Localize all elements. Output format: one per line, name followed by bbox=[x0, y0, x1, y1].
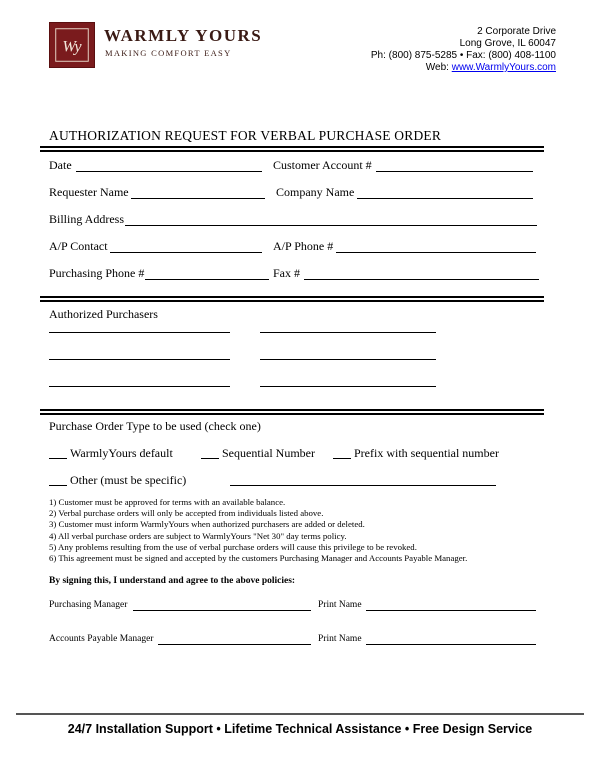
option-sequential-label: Sequential Number bbox=[222, 446, 315, 460]
brand-name: WARMLY YOURS bbox=[104, 26, 263, 45]
date-field[interactable] bbox=[76, 171, 262, 172]
logo-icon bbox=[50, 23, 94, 67]
customer-account-field[interactable] bbox=[376, 171, 533, 172]
requester-name-label: Requester Name bbox=[49, 185, 129, 199]
purchaser-field-3[interactable] bbox=[49, 359, 230, 360]
purchaser-field-6[interactable] bbox=[260, 386, 436, 387]
form-title: AUTHORIZATION REQUEST FOR VERBAL PURCHASE ORDER bbox=[49, 128, 442, 143]
purchaser-field-5[interactable] bbox=[49, 386, 230, 387]
purchaser-field-2[interactable] bbox=[260, 332, 436, 333]
ap-phone-field[interactable] bbox=[336, 252, 536, 253]
print-name-label-2: Print Name bbox=[318, 634, 362, 644]
purchasing-manager-label: Purchasing Manager bbox=[49, 600, 128, 610]
footer-divider bbox=[16, 713, 584, 715]
purchaser-field-1[interactable] bbox=[49, 332, 230, 333]
purchasing-phone-field[interactable] bbox=[145, 279, 269, 280]
checkbox-sequential[interactable] bbox=[201, 458, 219, 459]
title-divider bbox=[40, 146, 544, 152]
billing-address-field[interactable] bbox=[125, 225, 537, 226]
company-name-field[interactable] bbox=[357, 198, 533, 199]
address-city: Long Grove, IL 60047 bbox=[459, 38, 556, 49]
address-web bbox=[426, 62, 556, 73]
web-label: Web: bbox=[425, 62, 452, 73]
ap-contact-field[interactable] bbox=[110, 252, 262, 253]
authorized-purchasers-heading: Authorized Purchasers bbox=[49, 307, 158, 321]
accounts-payable-manager-label: Accounts Payable Manager bbox=[49, 634, 154, 644]
print-name-label-1: Print Name bbox=[318, 600, 362, 610]
agreement-statement: By signing this, I understand and agree to the above policies: bbox=[49, 576, 296, 586]
other-specify-field[interactable] bbox=[230, 485, 496, 486]
option-other-label: Other (must be specific) bbox=[70, 473, 187, 487]
policy-list bbox=[49, 497, 467, 564]
section-divider-purchasers bbox=[40, 296, 544, 302]
purchasing-manager-signature-field[interactable] bbox=[133, 610, 311, 611]
date-label: Date bbox=[49, 158, 72, 172]
ap-phone-label: A/P Phone # bbox=[273, 239, 334, 253]
purchasing-phone-label: Purchasing Phone # bbox=[49, 266, 145, 280]
fax-label: Fax # bbox=[273, 266, 300, 280]
print-name-field-2[interactable] bbox=[366, 644, 536, 645]
web-link[interactable]: www.WarmlyYours.com bbox=[451, 62, 556, 73]
policy-item: 5) Any problems resulting from the use of verbal purchase orders will cause this privilege to be revoked. bbox=[49, 541, 417, 552]
fax-field[interactable] bbox=[304, 279, 539, 280]
purchaser-field-4[interactable] bbox=[260, 359, 436, 360]
policy-item: 3) Customer must inform WarmlyYours when authorized purchasers are added or deleted. bbox=[49, 519, 365, 530]
accounts-payable-signature-field[interactable] bbox=[158, 644, 311, 645]
ap-contact-label: A/P Contact bbox=[49, 239, 108, 253]
section-divider-po-type bbox=[40, 409, 544, 415]
po-type-heading: Purchase Order Type to be used (check one) bbox=[49, 419, 261, 433]
policy-item: 6) This agreement must be signed and accepted by the customers Purchasing Manager and Accounts Payable Manager. bbox=[49, 553, 468, 564]
address-phone-fax: Ph: (800) 875-5285 • Fax: (800) 408-1100 bbox=[370, 50, 556, 61]
footer-services: 24/7 Installation Support • Lifetime Technical Assistance • Free Design Service bbox=[67, 722, 533, 736]
print-name-field-1[interactable] bbox=[366, 610, 536, 611]
customer-account-label: Customer Account # bbox=[273, 158, 372, 172]
billing-address-label: Billing Address bbox=[49, 212, 125, 226]
checkbox-other[interactable] bbox=[49, 485, 67, 486]
logo-letters: Wy bbox=[62, 37, 82, 56]
checkbox-prefix[interactable] bbox=[333, 458, 351, 459]
option-default-label: WarmlyYours default bbox=[70, 446, 173, 460]
address-street: 2 Corporate Drive bbox=[477, 26, 556, 37]
policy-item: 2) Verbal purchase orders will only be accepted from individuals listed above. bbox=[49, 508, 324, 519]
checkbox-default[interactable] bbox=[49, 458, 67, 459]
option-prefix-label: Prefix with sequential number bbox=[354, 446, 499, 460]
policy-item: 1) Customer must be approved for terms with an available balance. bbox=[49, 497, 286, 507]
policy-item: 4) All verbal purchase orders are subject to WarmlyYours "Net 30" day terms policy. bbox=[49, 530, 347, 541]
logo-mark bbox=[49, 22, 95, 68]
brand-tagline: MAKING COMFORT EASY bbox=[105, 48, 232, 58]
requester-name-field[interactable] bbox=[131, 198, 265, 199]
company-name-label: Company Name bbox=[276, 185, 355, 199]
